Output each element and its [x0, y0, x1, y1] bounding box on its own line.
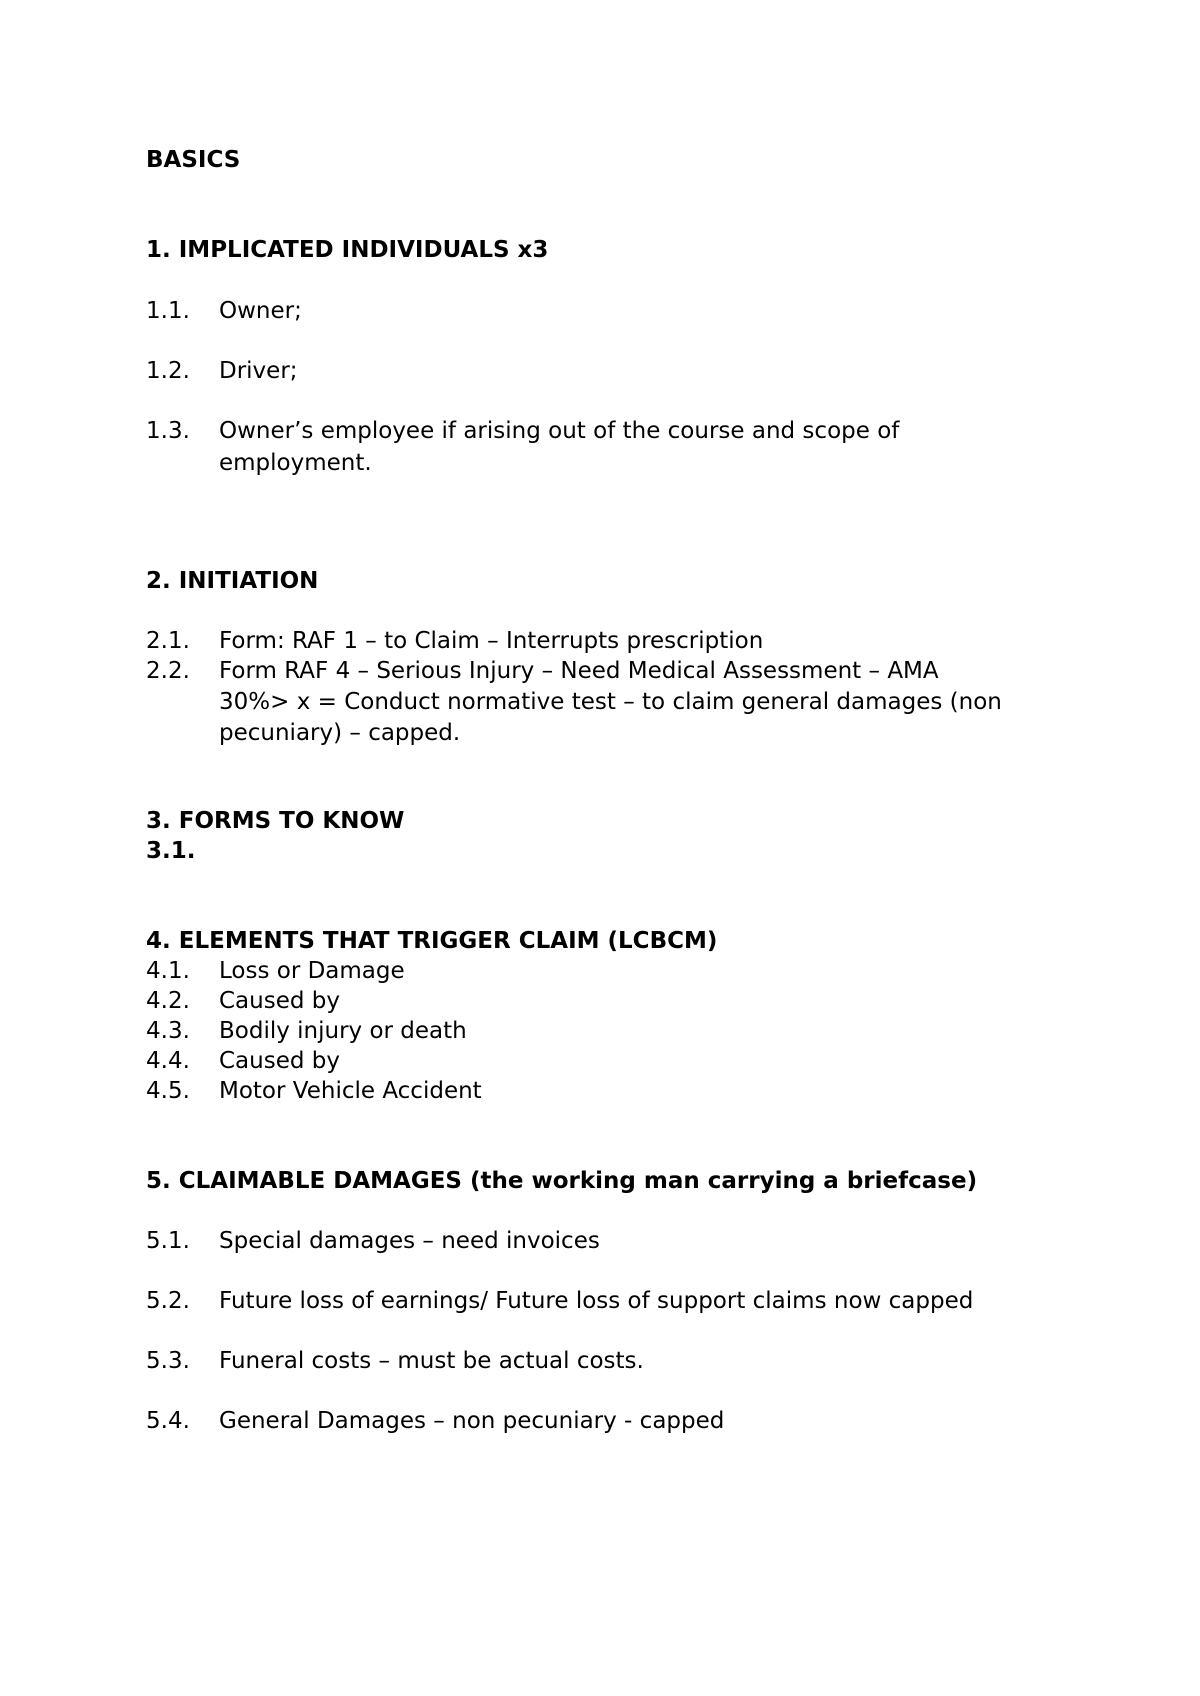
item-number: 2.1.	[146, 628, 190, 654]
item-number: 5.4.	[146, 1408, 190, 1434]
item-text: Owner;	[219, 298, 302, 324]
item-text-continued: 30%> x = Conduct normative test – to claim general damages (non	[219, 689, 1002, 715]
item-number: 1.2.	[146, 358, 190, 384]
item-text: Loss or Damage	[219, 958, 405, 984]
document-title: BASICS	[146, 147, 241, 173]
item-text: Form RAF 4 – Serious Injury – Need Medical Assessment – AMA	[219, 658, 939, 684]
item-number: 1.1.	[146, 298, 190, 324]
item-text: Caused by	[219, 988, 340, 1014]
item-text: Funeral costs – must be actual costs.	[219, 1348, 644, 1374]
section-2-heading: 2. INITIATION	[146, 568, 319, 594]
item-text: Bodily injury or death	[219, 1018, 467, 1044]
item-text: Motor Vehicle Accident	[219, 1078, 482, 1104]
item-number: 1.3.	[146, 418, 190, 444]
section-5-heading: 5. CLAIMABLE DAMAGES (the working man carrying a briefcase)	[146, 1168, 978, 1194]
item-number: 4.5.	[146, 1078, 190, 1104]
item-text: Form: RAF 1 – to Claim – Interrupts prescription	[219, 628, 764, 654]
section-4-heading: 4. ELEMENTS THAT TRIGGER CLAIM (LCBCM)	[146, 928, 718, 954]
item-text: Future loss of earnings/ Future loss of support claims now capped	[219, 1288, 974, 1314]
item-text-continued: employment.	[219, 450, 372, 476]
item-text: Driver;	[219, 358, 298, 384]
item-text: Owner’s employee if arising out of the course and scope of	[219, 418, 900, 444]
item-text: General Damages – non pecuniary - capped	[219, 1408, 725, 1434]
item-number: 5.1.	[146, 1228, 190, 1254]
item-number: 2.2.	[146, 658, 190, 684]
section-3-subheading: 3.1.	[146, 838, 196, 864]
item-number: 4.1.	[146, 958, 190, 984]
section-3-heading: 3. FORMS TO KNOW	[146, 808, 405, 834]
item-text: Caused by	[219, 1048, 340, 1074]
item-number: 4.3.	[146, 1018, 190, 1044]
item-number: 5.3.	[146, 1348, 190, 1374]
item-number: 5.2.	[146, 1288, 190, 1314]
section-1-heading: 1. IMPLICATED INDIVIDUALS x3	[146, 237, 549, 263]
item-text-continued: pecuniary) – capped.	[219, 720, 461, 746]
item-text: Special damages – need invoices	[219, 1228, 600, 1254]
item-number: 4.2.	[146, 988, 190, 1014]
item-number: 4.4.	[146, 1048, 190, 1074]
